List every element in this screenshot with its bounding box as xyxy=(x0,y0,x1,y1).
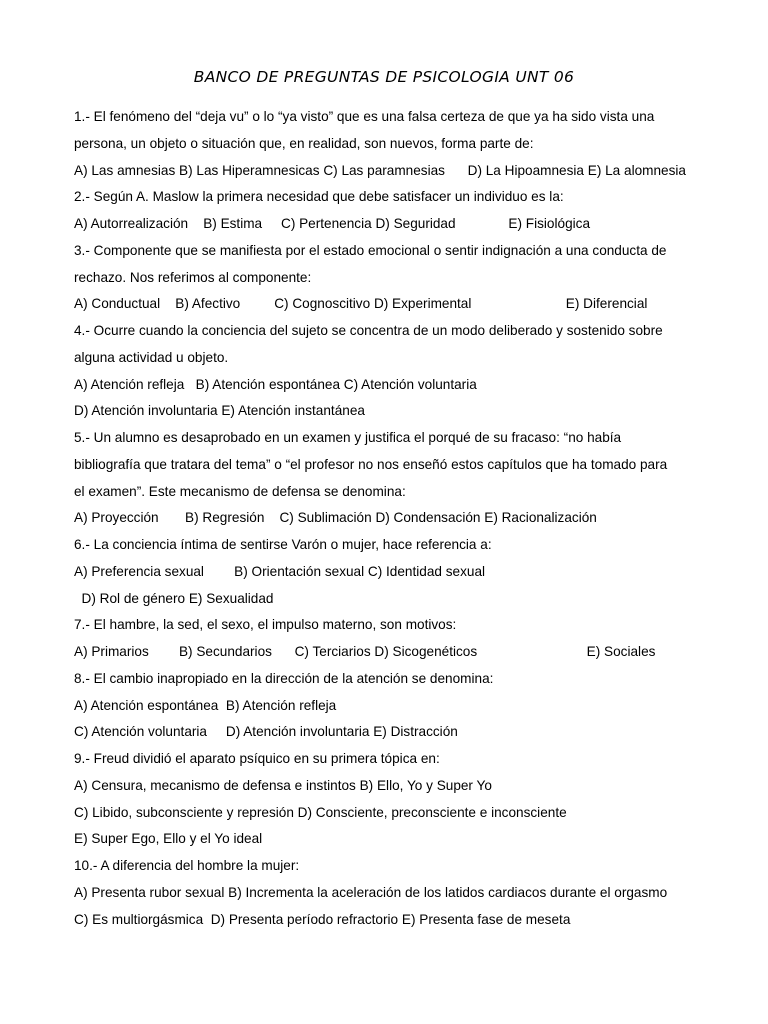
text-line: 1.- El fenómeno del “deja vu” o lo “ya visto” que es una falsa certeza de que ya ha sido vista una xyxy=(74,109,655,124)
text-line: A) Autorrealización B) Estima C) Pertenencia D) Seguridad E) Fisiológica xyxy=(74,216,591,231)
text-line: A) Censura, mecanismo de defensa e instintos B) Ello, Yo y Super Yo xyxy=(74,777,492,793)
text-line: A) Proyección B) Regresión C) Sublimación D) Condensación E) Racionalización xyxy=(74,510,597,526)
text-line: 6.- La conciencia íntima de sentirse Varón o mujer, hace referencia a: xyxy=(74,537,492,552)
text-line: A) Las amnesias B) Las Hiperamnesicas C) Las paramnesias D) La Hipoamnesia E) La alomnesia xyxy=(74,162,686,178)
text-line: alguna actividad u objeto. xyxy=(74,349,229,365)
text-line: 3.- Componente que se manifiesta por el estado emocional o sentir indignación a una conducta de xyxy=(74,242,667,258)
text-line: A) Presenta rubor sexual B) Incrementa la aceleración de los latidos cardiacos durante el orgasmo xyxy=(74,884,668,900)
text-line: 4.- Ocurre cuando la conciencia del sujeto se concentra de un modo deliberado y sostenido sobre xyxy=(74,323,663,338)
text-line: D) Atención involuntaria E) Atención instantánea xyxy=(74,403,365,419)
text-line: 9.- Freud dividió el aparato psíquico en su primera tópica en: xyxy=(74,751,440,766)
text-line: C) Libido, subconsciente y represión D) Consciente, preconsciente e inconsciente xyxy=(74,804,567,820)
document-title: BANCO DE PREGUNTAS DE PSICOLOGIA UNT 06 xyxy=(193,68,575,86)
text-line: 7.- El hambre, la sed, el sexo, el impulso materno, son motivos: xyxy=(74,617,457,633)
text-line: 10.- A diferencia del hombre la mujer: xyxy=(74,858,300,873)
text-line: 8.- El cambio inapropiado en la dirección de la atención se denomina: xyxy=(74,670,494,686)
text-line: A) Primarios B) Secundarios C) Terciarios D) Sicogenéticos E) Sociales xyxy=(74,644,656,659)
text-line: C) Es multiorgásmica D) Presenta período refractorio E) Presenta fase de meseta xyxy=(74,911,571,927)
text-line: rechazo. Nos referimos al componente: xyxy=(74,269,312,285)
text-line: A) Preferencia sexual B) Orientación sexual C) Identidad sexual xyxy=(74,563,486,579)
text-line: persona, un objeto o situación que, en realidad, son nuevos, forma parte de: xyxy=(74,135,534,151)
text-line: bibliografía que tratara del tema” o “el profesor no nos enseñó estos capítulos que ha tomado para xyxy=(74,456,668,472)
text-line: A) Conductual B) Afectivo C) Cognoscitivo D) Experimental E) Diferencial xyxy=(74,296,648,312)
text-line: 2.- Según A. Maslow la primera necesidad que debe satisfacer un individuo es la: xyxy=(74,189,564,205)
text-line: A) Atención espontánea B) Atención refleja xyxy=(74,697,337,713)
text-line: A) Atención refleja B) Atención espontánea C) Atención voluntaria xyxy=(74,376,477,392)
text-line: 5.- Un alumno es desaprobado en un examen y justifica el porqué de su fracaso: “no había xyxy=(74,430,622,445)
text-line: C) Atención voluntaria D) Atención involuntaria E) Distracción xyxy=(74,724,458,740)
text-line: E) Super Ego, Ello y el Yo ideal xyxy=(74,831,263,847)
text-line: el examen”. Este mecanismo de defensa se denomina: xyxy=(74,483,406,499)
text-line: D) Rol de género E) Sexualidad xyxy=(74,590,274,606)
